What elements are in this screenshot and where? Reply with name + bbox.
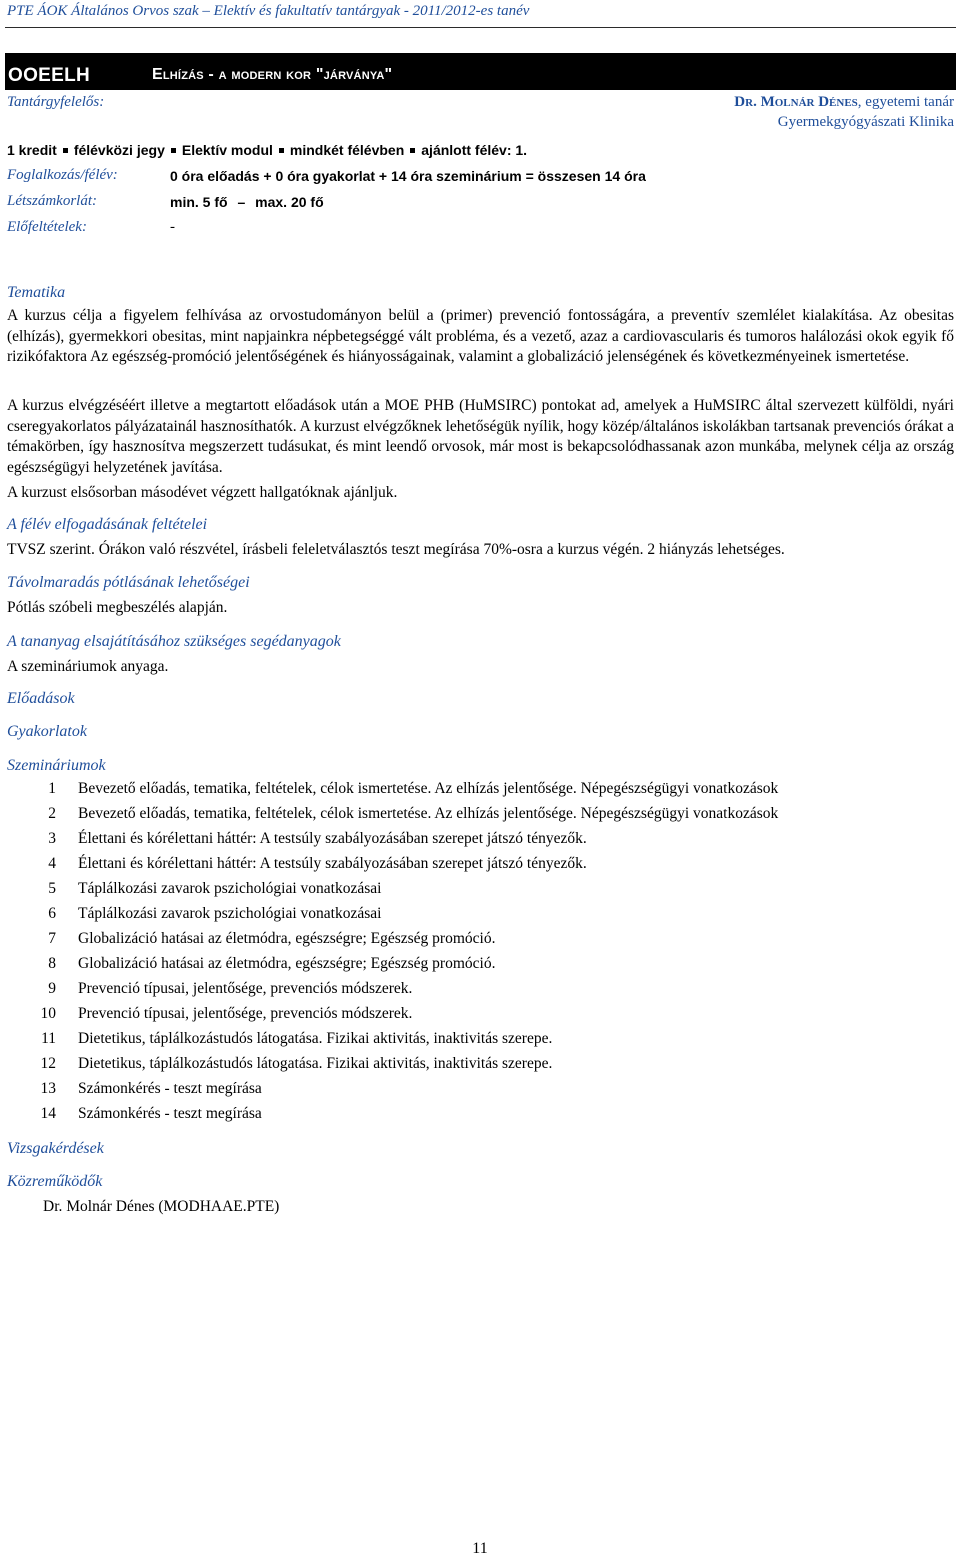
seminar-topic: Globalizáció hatásai az életmódra, egészségre; Egészség promóció.: [78, 930, 496, 947]
seminar-topic: Globalizáció hatásai az életmódra, egészségre; Egészség promóció.: [78, 955, 496, 972]
prerequisites-value: -: [170, 219, 175, 235]
contributors-names: Dr. Molnár Dénes (MODHAAE.PTE): [43, 1198, 280, 1215]
tematika-heading: Tematika: [7, 284, 66, 301]
seminar-topic: Számonkérés - teszt megírása: [78, 1080, 262, 1097]
seminar-number: 2: [48, 805, 56, 822]
prerequisites-label: Előfeltételek:: [7, 219, 87, 235]
acceptance-heading: A félév elfogadásának feltételei: [7, 516, 208, 533]
seminar-number: 7: [48, 930, 56, 947]
enrollment-max: max. 20 fő: [255, 194, 324, 210]
seminar-number: 3: [48, 830, 56, 847]
seminar-number: 9: [48, 980, 56, 997]
enrollment-label: Létszámkorlát:: [7, 193, 97, 209]
seminar-topic: Élettani és kórélettani háttér: A testsúly szabályozásában szerepet játszó tényezők.: [78, 855, 587, 872]
contributors-heading: Közreműködők: [7, 1173, 103, 1190]
seminar-topic: Dietetikus, táplálkozástudós látogatása. Fizikai aktivitás, inaktivitás szerepe.: [78, 1030, 553, 1047]
seminar-topic: Prevenció típusai, jelentősége, prevenciós módszerek.: [78, 1005, 413, 1022]
enrollment-dash: –: [237, 194, 246, 210]
materials-text: A szemináriumok anyaga.: [7, 658, 169, 675]
credit-line: [7, 142, 527, 158]
course-title-bar: [5, 53, 956, 90]
seminar-number: 10: [40, 1005, 56, 1022]
credit-item: félévközi jegy: [73, 142, 165, 158]
bullet-square-icon: [171, 148, 176, 153]
responsible-clinic: Gyermekgyógyászati Klinika: [777, 114, 954, 130]
seminar-topic: Táplálkozási zavarok pszichológiai vonatkozásai: [78, 905, 382, 922]
seminar-number: 4: [48, 855, 56, 872]
credit-item: 1 kredit: [7, 142, 57, 158]
seminar-number: 5: [48, 880, 56, 897]
bullet-square-icon: [63, 148, 68, 153]
materials-heading: A tananyag elsajátításához szükséges segédanyagok: [7, 633, 341, 650]
schedule-value: 0 óra előadás + 0 óra gyakorlat + 14 óra szeminárium = összesen 14 óra: [170, 168, 646, 184]
seminar-number: 11: [41, 1030, 56, 1047]
enrollment-min: min. 5 fő: [170, 194, 228, 210]
page-number: 11: [472, 1540, 488, 1555]
responsible-label: Tantárgyfelelős:: [7, 94, 105, 110]
schedule-label: Foglalkozás/félév:: [7, 167, 118, 183]
seminar-topic: Bevezető előadás, tematika, feltételek, célok ismertetése. Az elhízás jelentősége. Népegészségügyi vonatkozások: [78, 805, 779, 822]
seminar-number: 1: [48, 780, 56, 797]
course-title: Elhízás - a modern kor "járványa": [152, 66, 393, 83]
seminar-topic: Bevezető előadás, tematika, feltételek, célok ismertetése. Az elhízás jelentősége. Népegészségügyi vonatkozások: [78, 780, 779, 797]
credit-item: mindkét félévben: [289, 142, 405, 158]
seminars-heading: Szemináriumok: [7, 757, 106, 774]
credit-item: Elektív modul: [181, 142, 273, 158]
responsible-title: , egyetemi tanár: [857, 94, 954, 110]
tematika-paragraph: A kurzus célja a figyelem felhívása az orvostudományon belül a (primer) prevenció fontosságára, a preventív szemlélet kialakítása. Az obesitas (elhízás), gyermekkori obesitas, mint napjainkra népbetegséggé vált probléma, és a vezető, azaz a cardiovascularis és tumoros halálozási okok egyik fő rizikófaktora Az egészség-promóció jelentőségének és hiányosságainak, valamint a globalizáció jelenségének és következményeinek ismertetése.: [7, 307, 954, 365]
acceptance-text: TVSZ szerint. Órákon való részvétel, írásbeli feleletválasztós teszt megírása 70%-osra a kurzus végén. 2 hiányzás lehetséges.: [7, 541, 785, 558]
enrollment-value: [170, 194, 324, 210]
seminar-topic: Élettani és kórélettani háttér: A testsúly szabályozásában szerepet játszó tényezők.: [78, 830, 587, 847]
tematika-paragraph: A kurzus elvégzéséért illetve a megtartott előadások után a MOE PHB (HuMSIRC) pontokat ad, amelyek a HuMSIRC által szervezett külföldi, nyári cseregyakorlatos pályázatainál hasznosíthatók. A kurzust elvégzőknek lehetőségük nyílik, hogy közép/általános iskolákban tartsanak prevenciós órákat a témakörben, így hasznosítva megszerzett tudásukat, és mint leendő orvosok, már most is bekapcsolódhassanak azon munkába, melynek célja az ország egészségügyi helyzetének javítása.: [7, 397, 954, 476]
practicals-heading: Gyakorlatok: [7, 723, 87, 740]
tematika-recommendation: A kurzust elsősorban másodévet végzett hallgatóknak ajánljuk.: [7, 484, 398, 501]
seminar-number: 8: [48, 955, 56, 972]
credit-item: ajánlott félév: 1.: [421, 142, 528, 158]
seminar-number: 13: [40, 1080, 56, 1097]
responsible-person: [734, 92, 954, 132]
seminar-number: 6: [48, 905, 56, 922]
seminar-number: 12: [40, 1055, 56, 1072]
exams-heading: Vizsgakérdések: [7, 1140, 104, 1157]
bullet-square-icon: [279, 148, 284, 153]
header-rule: [5, 27, 956, 28]
seminar-number: 14: [40, 1105, 56, 1122]
seminar-topic: Számonkérés - teszt megírása: [78, 1105, 262, 1122]
seminar-topic: Prevenció típusai, jelentősége, prevenciós módszerek.: [78, 980, 413, 997]
running-header: PTE ÁOK Általános Orvos szak – Elektív és fakultatív tantárgyak - 2011/2012-es tanév: [7, 3, 530, 19]
bullet-square-icon: [410, 148, 415, 153]
absence-text: Pótlás szóbeli megbeszélés alapján.: [7, 599, 228, 616]
seminar-topic: Táplálkozási zavarok pszichológiai vonatkozásai: [78, 880, 382, 897]
seminar-topic: Dietetikus, táplálkozástudós látogatása. Fizikai aktivitás, inaktivitás szerepe.: [78, 1055, 553, 1072]
lectures-heading: Előadások: [7, 690, 75, 707]
responsible-name: Dr. Molnár Dénes: [734, 94, 858, 110]
absence-heading: Távolmaradás pótlásának lehetőségei: [7, 574, 250, 591]
course-code: OOEELH: [8, 65, 91, 86]
